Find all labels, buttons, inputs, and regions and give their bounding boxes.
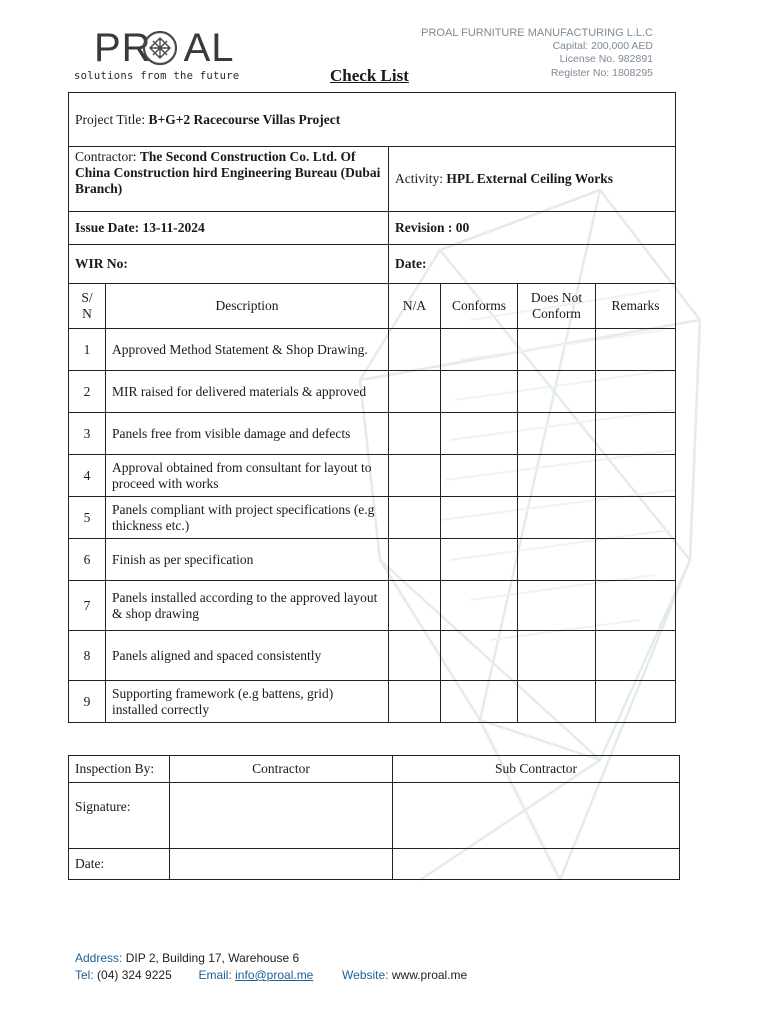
checklist-items: [69, 329, 676, 723]
checklist-row: [69, 371, 676, 413]
company-capital: Capital: 200,000 AED: [552, 40, 653, 53]
contractor-date-field[interactable]: [170, 849, 393, 880]
revision: Revision : 00: [395, 220, 470, 235]
remarks-cell[interactable]: [596, 497, 676, 539]
contractor-cell: [69, 147, 389, 212]
tel-value: (04) 324 9225: [97, 968, 172, 982]
row-number: 3: [69, 413, 106, 455]
contractor-signature-field[interactable]: [170, 783, 393, 849]
checklist-row: [69, 497, 676, 539]
row-number: 9: [69, 681, 106, 723]
company-info: [421, 27, 653, 80]
checklist-table: [68, 92, 676, 723]
does-not-conform-cell[interactable]: [518, 371, 596, 413]
na-cell[interactable]: [389, 413, 441, 455]
issue-date-cell: [69, 212, 389, 245]
date-label: Date:: [395, 256, 427, 271]
activity-cell: [389, 147, 676, 212]
conforms-cell[interactable]: [441, 539, 518, 581]
conforms-cell[interactable]: [441, 455, 518, 497]
wir-no-cell: [69, 245, 389, 284]
conforms-cell[interactable]: [441, 413, 518, 455]
does-not-conform-cell[interactable]: [518, 631, 596, 681]
company-license: License No. 982891: [559, 53, 653, 66]
header-sn: S/ N: [69, 284, 106, 329]
checklist-row: [69, 581, 676, 631]
na-cell[interactable]: [389, 631, 441, 681]
row-description: Panels compliant with project specifications (e.g thickness etc.): [106, 497, 389, 539]
does-not-conform-cell[interactable]: [518, 413, 596, 455]
sub-contractor-signature-field[interactable]: [393, 783, 680, 849]
na-cell[interactable]: [389, 371, 441, 413]
activity-value: HPL External Ceiling Works: [446, 171, 614, 186]
checklist-row: [69, 455, 676, 497]
contractor-column-header: Contractor: [170, 756, 393, 783]
checklist-row: [69, 413, 676, 455]
row-description: Finish as per specification: [106, 539, 389, 581]
row-number: 8: [69, 631, 106, 681]
row-number: 4: [69, 455, 106, 497]
company-name: PROAL FURNITURE MANUFACTURING L.L.C: [421, 27, 653, 39]
conforms-cell[interactable]: [441, 497, 518, 539]
inspection-by-label: Inspection By:: [69, 756, 170, 783]
website-value[interactable]: www.proal.me: [391, 968, 468, 982]
contractor-value: The Second Construction Co. Ltd. Of China Construction hird Engineering Bureau (Dubai Branch): [75, 149, 381, 196]
conforms-cell[interactable]: [441, 581, 518, 631]
na-cell[interactable]: [389, 497, 441, 539]
address-label: Address:: [75, 951, 123, 965]
row-description: MIR raised for delivered materials & approved: [106, 371, 389, 413]
company-register: Register No: 1808295: [550, 66, 653, 79]
header-description: Description: [106, 284, 389, 329]
header-na: N/A: [389, 284, 441, 329]
header-conforms: Conforms: [441, 284, 518, 329]
brain-emblem-icon: [142, 30, 178, 66]
project-title-cell: [69, 93, 676, 147]
remarks-cell[interactable]: [596, 455, 676, 497]
email-link[interactable]: info@proal.me: [235, 968, 314, 982]
remarks-cell[interactable]: [596, 371, 676, 413]
checklist-row: [69, 631, 676, 681]
remarks-cell[interactable]: [596, 631, 676, 681]
row-number: 6: [69, 539, 106, 581]
checklist-row: [69, 681, 676, 723]
does-not-conform-cell[interactable]: [518, 581, 596, 631]
logo-letters-right: AL: [183, 26, 235, 70]
na-cell[interactable]: [389, 581, 441, 631]
header-remarks: Remarks: [596, 284, 676, 329]
revision-cell: [389, 212, 676, 245]
footer-address-line: [75, 950, 467, 967]
row-description: Supporting framework (e.g battens, grid) installed correctly: [106, 681, 389, 723]
row-number: 7: [69, 581, 106, 631]
sub-contractor-column-header: Sub Contractor: [393, 756, 680, 783]
conforms-cell[interactable]: [441, 371, 518, 413]
wir-no-label: WIR No:: [75, 256, 128, 271]
does-not-conform-cell[interactable]: [518, 455, 596, 497]
row-description: Approval obtained from consultant for layout to proceed with works: [106, 455, 389, 497]
checklist-row: [69, 329, 676, 371]
does-not-conform-cell[interactable]: [518, 539, 596, 581]
document-title: Check List: [330, 66, 409, 85]
row-number: 2: [69, 371, 106, 413]
project-title-label: Project Title:: [75, 111, 146, 127]
remarks-cell[interactable]: [596, 681, 676, 723]
remarks-cell[interactable]: [596, 329, 676, 371]
proal-logo: [74, 26, 274, 86]
does-not-conform-cell[interactable]: [518, 681, 596, 723]
conforms-cell[interactable]: [441, 631, 518, 681]
address-value: DIP 2, Building 17, Warehouse 6: [125, 951, 300, 965]
row-number: 1: [69, 329, 106, 371]
row-description: Panels installed according to the approved layout & shop drawing: [106, 581, 389, 631]
date-cell: [389, 245, 676, 284]
checklist-row: [69, 539, 676, 581]
row-description: Approved Method Statement & Shop Drawing.: [106, 329, 389, 371]
remarks-cell[interactable]: [596, 413, 676, 455]
row-number: 5: [69, 497, 106, 539]
logo-tagline: solutions from the future: [74, 70, 240, 82]
does-not-conform-cell[interactable]: [518, 329, 596, 371]
footer-contact-line: [75, 967, 467, 984]
tel-label: Tel:: [75, 968, 94, 982]
na-cell[interactable]: [389, 329, 441, 371]
remarks-cell[interactable]: [596, 539, 676, 581]
header-does-not-conform: Does Not Conform: [518, 284, 596, 329]
footer: [75, 950, 467, 984]
row-description: Panels free from visible damage and defects: [106, 413, 389, 455]
issue-date: Issue Date: 13-11-2024: [75, 220, 205, 235]
activity-label: Activity:: [395, 171, 443, 186]
conforms-cell[interactable]: [441, 329, 518, 371]
na-cell[interactable]: [389, 455, 441, 497]
website-label: Website:: [342, 968, 389, 982]
email-label: Email:: [198, 968, 232, 982]
na-cell[interactable]: [389, 681, 441, 723]
logo-letters-left: PR: [94, 26, 152, 70]
contractor-label: Contractor:: [75, 149, 137, 164]
inspection-table: [68, 755, 680, 880]
does-not-conform-cell[interactable]: [518, 497, 596, 539]
signature-label: Signature:: [69, 783, 170, 849]
row-description: Panels aligned and spaced consistently: [106, 631, 389, 681]
inspection-date-label: Date:: [69, 849, 170, 880]
project-title-value: B+G+2 Racecourse Villas Project: [148, 111, 341, 127]
na-cell[interactable]: [389, 539, 441, 581]
remarks-cell[interactable]: [596, 581, 676, 631]
conforms-cell[interactable]: [441, 681, 518, 723]
sub-contractor-date-field[interactable]: [393, 849, 680, 880]
